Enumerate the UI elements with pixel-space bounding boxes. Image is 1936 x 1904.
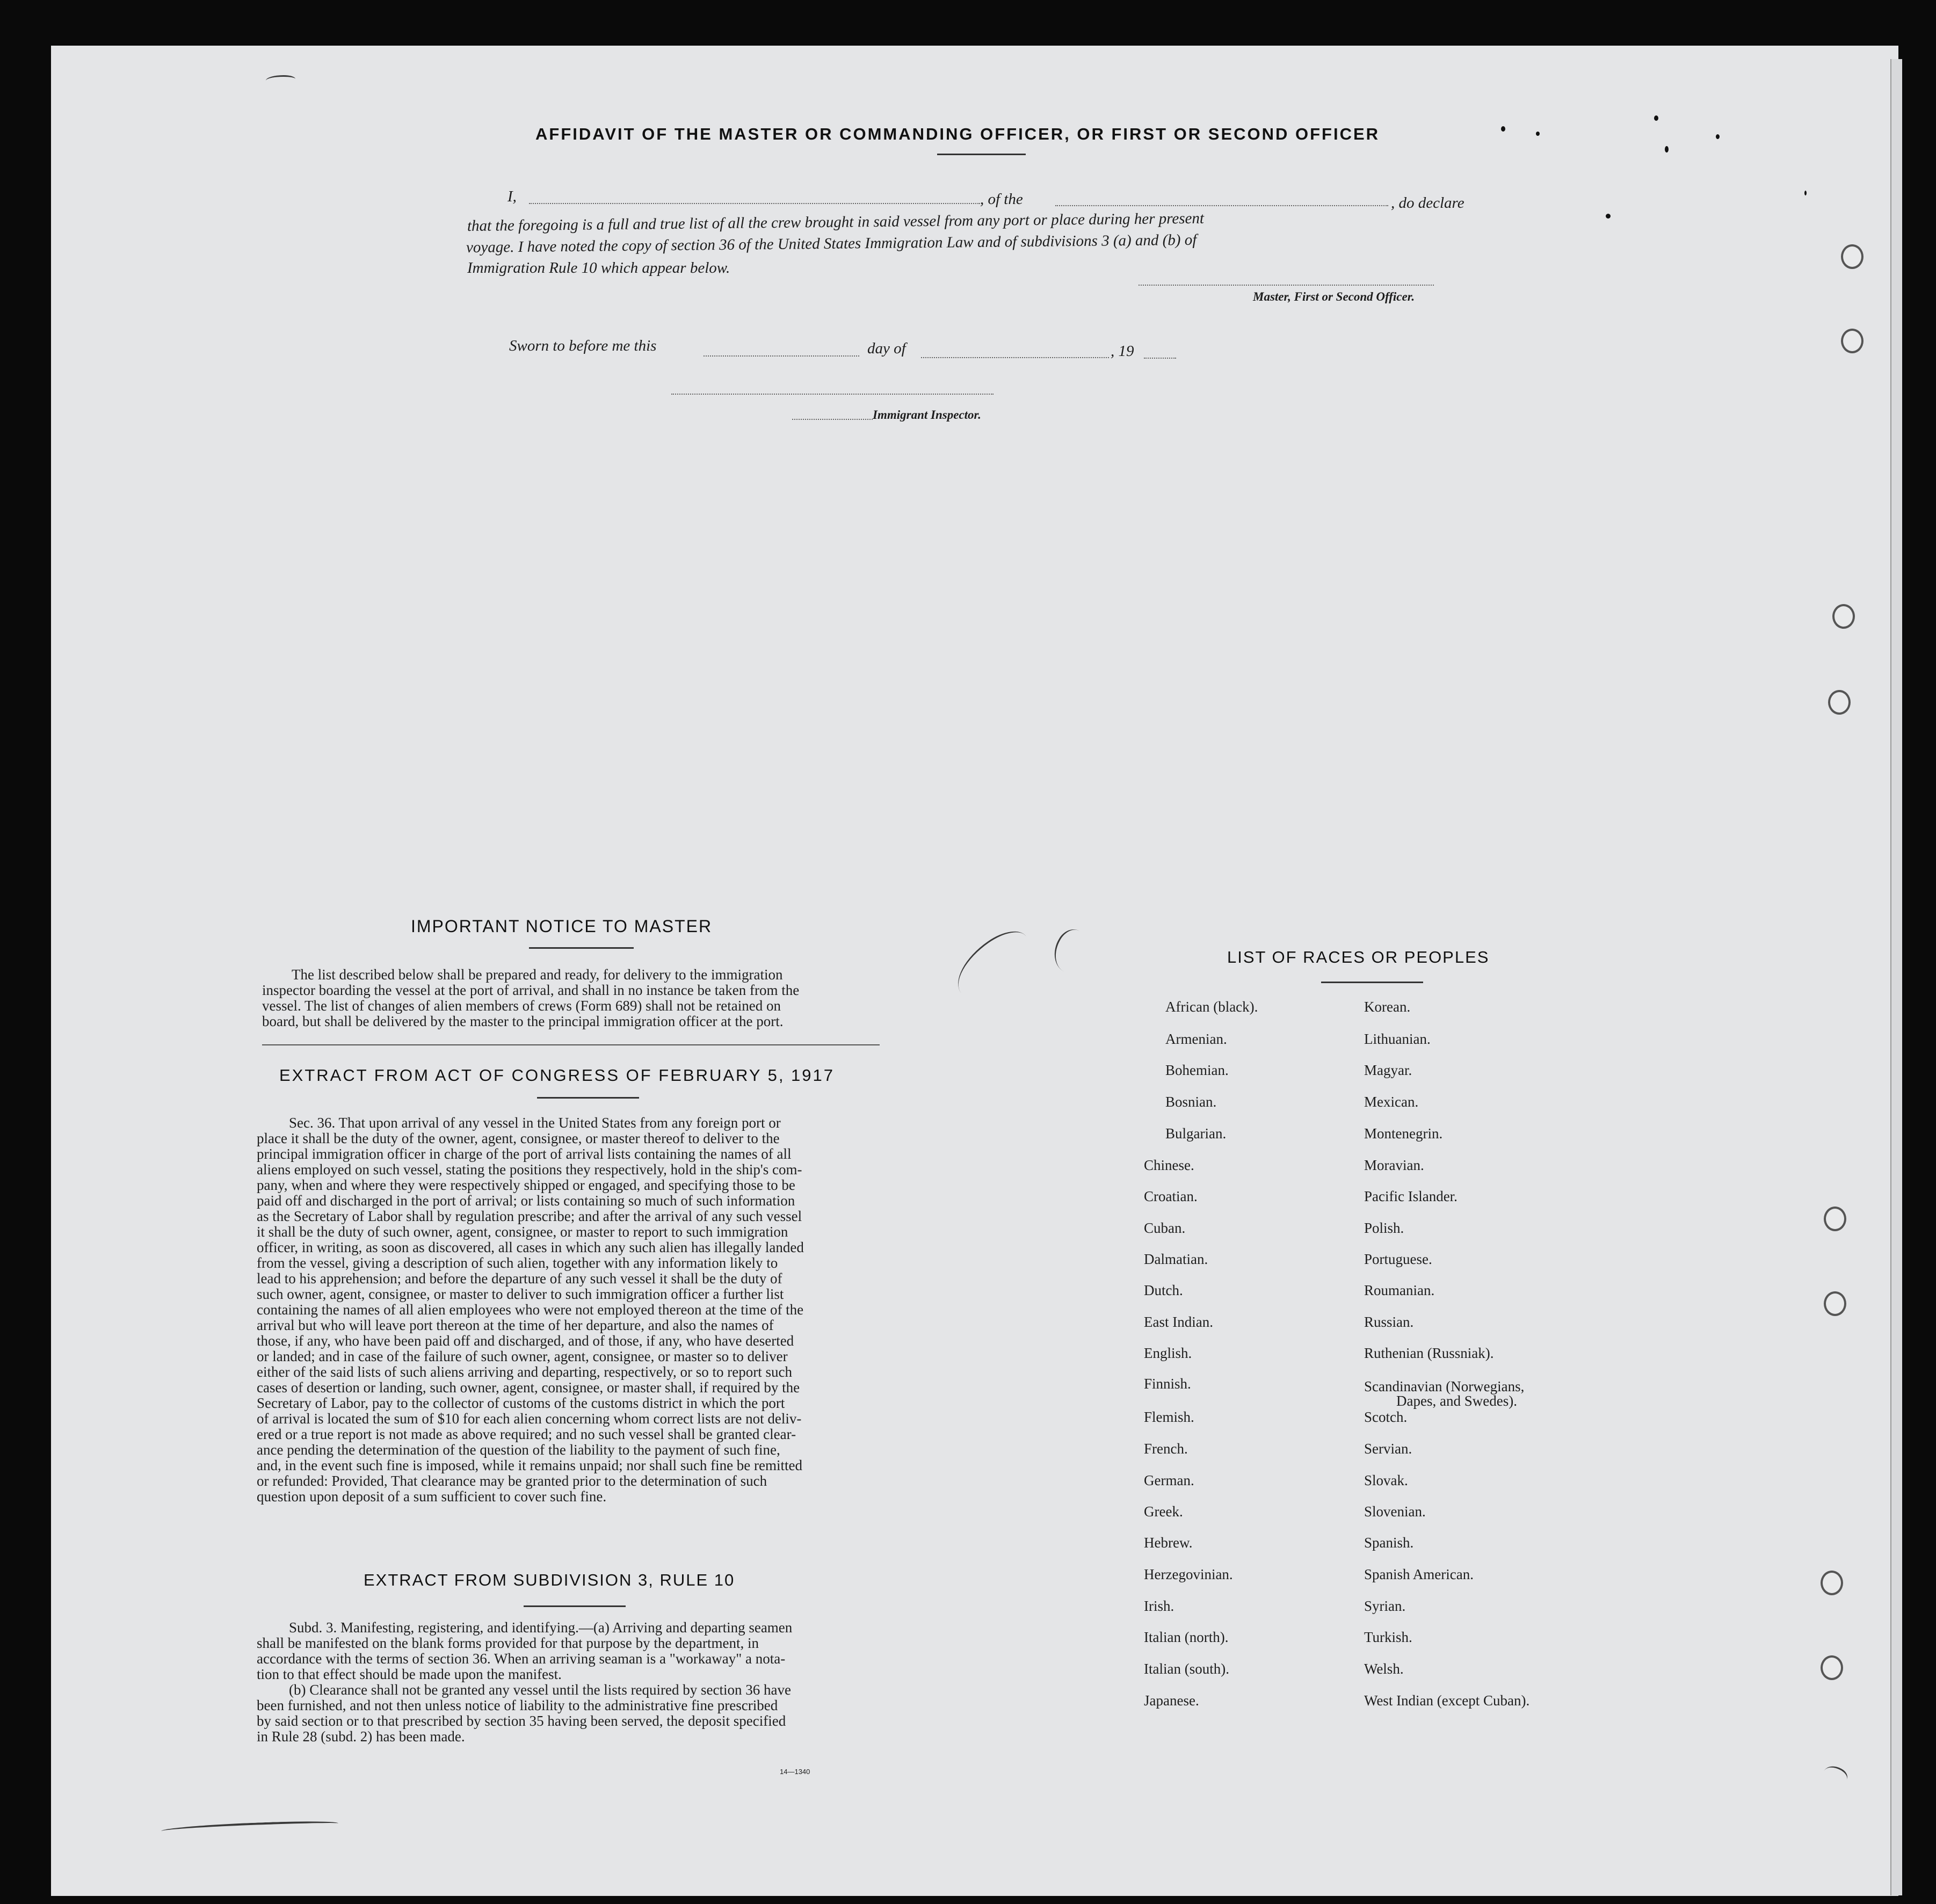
inspector-caption: Immigrant Inspector. bbox=[873, 408, 981, 422]
month-blank bbox=[921, 357, 1109, 358]
race-item: Italian (north). bbox=[1144, 1629, 1229, 1645]
act-title: EXTRACT FROM ACT OF CONGRESS OF FEBRUARY 5, 1917 bbox=[279, 1066, 835, 1085]
race-item: Roumanian. bbox=[1364, 1282, 1435, 1298]
punch-hole bbox=[1841, 244, 1864, 269]
sworn-prefix: Sworn to before me this bbox=[509, 337, 657, 354]
race-item: Turkish. bbox=[1364, 1629, 1412, 1645]
affidavit-line-4: Immigration Rule 10 which appear below. bbox=[467, 259, 730, 277]
ink-speck bbox=[1804, 191, 1807, 195]
vessel-blank bbox=[1055, 205, 1388, 206]
punch-hole bbox=[1832, 604, 1855, 629]
race-item: Magyar. bbox=[1364, 1062, 1412, 1078]
punch-hole bbox=[1828, 690, 1851, 715]
race-item: Bohemian. bbox=[1165, 1062, 1229, 1078]
affidavit-title: AFFIDAVIT OF THE MASTER OR COMMANDING OFFICER, OR FIRST OR SECOND OFFICER bbox=[535, 125, 1380, 143]
race-item: Dutch. bbox=[1144, 1282, 1183, 1298]
race-item: Herzegovinian. bbox=[1144, 1566, 1233, 1582]
race-item: Portuguese. bbox=[1364, 1251, 1432, 1267]
page-edge bbox=[1890, 59, 1902, 1895]
punch-hole bbox=[1824, 1207, 1846, 1231]
punch-hole bbox=[1821, 1655, 1843, 1680]
act-line: arrival but who will leave port thereon at the time of her departure, and also the names of bbox=[257, 1317, 774, 1333]
act-line: ance pending the determination of the question of the liability to the payment of such fine, bbox=[257, 1442, 780, 1458]
race-item: Spanish American. bbox=[1364, 1566, 1474, 1582]
races-rule bbox=[1321, 982, 1423, 983]
notice-rule bbox=[529, 947, 634, 949]
act-line: ered or a true report is not made as above required; and no such vessel shall be granted clear- bbox=[257, 1426, 796, 1442]
notice-line: vessel. The list of changes of alien members of crews (Form 689) shall not be retained on bbox=[262, 998, 781, 1014]
race-item: French. bbox=[1144, 1441, 1188, 1457]
rule-line: shall be manifested on the blank forms provided for that purpose by the department, in bbox=[257, 1635, 759, 1651]
ink-speck bbox=[1654, 115, 1658, 121]
act-line: aliens employed on such vessel, stating the positions they respectively, hold in the ship's com- bbox=[257, 1161, 802, 1178]
race-item: Bulgarian. bbox=[1165, 1125, 1227, 1142]
race-item: Armenian. bbox=[1165, 1031, 1227, 1047]
rule-line: Subd. 3. Manifesting, registering, and identifying.—(a) Arriving and departing seamen bbox=[289, 1619, 793, 1636]
ink-speck bbox=[1665, 146, 1669, 152]
rule-line: (b) Clearance shall not be granted any vessel until the lists required by section 36 have bbox=[289, 1682, 791, 1698]
race-item: Lithuanian. bbox=[1364, 1031, 1431, 1047]
race-item: Scotch. bbox=[1364, 1409, 1408, 1425]
race-item: German. bbox=[1144, 1472, 1194, 1488]
act-line: either of the said lists of such aliens arriving and departing, respectively, or so to report such bbox=[257, 1364, 792, 1380]
ink-speck bbox=[1536, 132, 1540, 136]
race-item: Slovenian. bbox=[1364, 1503, 1426, 1520]
act-line: those, if any, who have been paid off and discharged, and of those, if any, who have deserted bbox=[257, 1333, 794, 1349]
affidavit-line-2: that the foregoing is a full and true list of all the crew brought in said vessel from any port or place during her present bbox=[467, 209, 1205, 235]
rule-line: in Rule 28 (subd. 2) has been made. bbox=[257, 1728, 465, 1745]
corner-mark bbox=[266, 75, 295, 84]
race-item: Dapes, and Swedes). bbox=[1396, 1393, 1517, 1409]
act-line: officer, in writing, as soon as discovered, all cases in which any such alien has illegally landed bbox=[257, 1239, 804, 1255]
act-line: question upon deposit of a sum sufficient to cover such fine. bbox=[257, 1488, 607, 1505]
race-item: Russian. bbox=[1364, 1314, 1414, 1330]
notice-paragraph bbox=[262, 967, 880, 1029]
rule-title: EXTRACT FROM SUBDIVISION 3, RULE 10 bbox=[364, 1571, 735, 1589]
act-line: such owner, agent, consignee, or master to deliver to such immigration officer a further list bbox=[257, 1286, 784, 1302]
race-item: Scandinavian (Norwegians, bbox=[1364, 1378, 1525, 1394]
inspector-blank-short bbox=[792, 419, 873, 420]
act-paragraph bbox=[257, 1115, 880, 1505]
ink-speck bbox=[1606, 214, 1611, 219]
rule-paragraph bbox=[257, 1620, 874, 1745]
act-line: or refunded: Provided, That clearance may be granted prior to the determination of such bbox=[257, 1473, 767, 1489]
sworn-year: , 19 bbox=[1111, 343, 1134, 360]
race-item: Servian. bbox=[1364, 1441, 1412, 1457]
race-item: Bosnian. bbox=[1165, 1094, 1217, 1110]
race-item: Chinese. bbox=[1144, 1157, 1194, 1173]
act-rule bbox=[537, 1097, 639, 1099]
signature-blank bbox=[1139, 285, 1434, 286]
rule-line: been furnished, and not then unless notice of liability to the administrative fine prescribed bbox=[257, 1697, 778, 1713]
notice-line: inspector boarding the vessel at the port of arrival, and shall in no instance be taken from the bbox=[262, 982, 800, 998]
race-item: Finnish. bbox=[1144, 1376, 1191, 1392]
affidavit-of-the: , of the bbox=[980, 191, 1023, 208]
races-title: LIST OF RACES OR PEOPLES bbox=[1227, 948, 1490, 966]
act-line: containing the names of all alien employees who were not employed thereon at the time of the bbox=[257, 1302, 804, 1318]
race-item: Italian (south). bbox=[1144, 1661, 1229, 1677]
race-item: Mexican. bbox=[1364, 1094, 1419, 1110]
rule-rule bbox=[524, 1605, 626, 1607]
day-blank bbox=[704, 355, 859, 357]
act-line: pany, when and where they were respectively shipped or engaged, and specifying those to be bbox=[257, 1177, 795, 1193]
act-line: paid off and discharged in the port of arrival; or lists containing so much of such information bbox=[257, 1193, 795, 1209]
act-line: as the Secretary of Labor shall by regulation prescribe; and after the arrival of any such vessel bbox=[257, 1208, 802, 1224]
race-item: English. bbox=[1144, 1345, 1192, 1361]
race-item: Spanish. bbox=[1364, 1535, 1414, 1551]
act-line: it shall be the duty of such owner, agent, consignee, or master to report to such immigration bbox=[257, 1224, 788, 1240]
race-item: Flemish. bbox=[1144, 1409, 1194, 1425]
race-item: Ruthenian (Russniak). bbox=[1364, 1345, 1494, 1361]
punch-hole bbox=[1821, 1571, 1843, 1595]
signature-caption: Master, First or Second Officer. bbox=[1253, 290, 1415, 303]
rule-line: by said section or to that prescribed by section 35 having been served, the deposit specified bbox=[257, 1713, 786, 1729]
name-blank bbox=[529, 203, 980, 204]
notice-title: IMPORTANT NOTICE TO MASTER bbox=[411, 917, 713, 936]
race-item: Montenegrin. bbox=[1364, 1125, 1443, 1142]
act-line: cases of desertion or landing, such owner, agent, consignee, or master shall, if required by the bbox=[257, 1379, 800, 1396]
race-item: Slovak. bbox=[1364, 1472, 1408, 1488]
race-item: Moravian. bbox=[1364, 1157, 1424, 1173]
rule-line: accordance with the terms of section 36. When an arriving seaman is a "workaway" a nota- bbox=[257, 1651, 786, 1667]
affidavit-do-declare: , do declare bbox=[1391, 194, 1464, 212]
act-line: and, in the event such fine is imposed, while it remains unpaid; nor shall such fine be remitted bbox=[257, 1457, 803, 1473]
title-rule bbox=[937, 154, 1026, 155]
race-item: Korean. bbox=[1364, 999, 1411, 1015]
year-blank bbox=[1144, 358, 1176, 359]
notice-line: The list described below shall be prepared and ready, for delivery to the immigration bbox=[292, 966, 783, 983]
act-line: Sec. 36. That upon arrival of any vessel in the United States from any foreign port or bbox=[289, 1115, 781, 1131]
race-item: Cuban. bbox=[1144, 1220, 1186, 1236]
act-line: from the vessel, giving a description of such alien, together with any information likely to bbox=[257, 1255, 778, 1271]
ink-speck bbox=[1501, 126, 1505, 132]
notice-divider bbox=[262, 1044, 880, 1045]
inspector-blank bbox=[671, 394, 994, 395]
punch-hole bbox=[1824, 1291, 1846, 1316]
race-item: Dalmatian. bbox=[1144, 1251, 1208, 1267]
race-item: Welsh. bbox=[1364, 1661, 1404, 1677]
race-item: Pacific Islander. bbox=[1364, 1188, 1458, 1204]
act-line: Secretary of Labor, pay to the collector of customs of the customs district in which the port bbox=[257, 1395, 785, 1411]
race-item: West Indian (except Cuban). bbox=[1364, 1692, 1530, 1709]
race-item: East Indian. bbox=[1144, 1314, 1213, 1330]
form-number: 14—1340 bbox=[780, 1768, 810, 1776]
affidavit-line-3: voyage. I have noted the copy of section 36 of the United States Immigration Law and of subdivisions 3 (a) and (b) of bbox=[466, 231, 1197, 256]
race-item: Irish. bbox=[1144, 1598, 1174, 1614]
race-item: Japanese. bbox=[1144, 1692, 1199, 1709]
act-line: of arrival is located the sum of $10 for each alien concerning whom correct lists are not deliv- bbox=[257, 1411, 802, 1427]
race-item: Greek. bbox=[1144, 1503, 1183, 1520]
act-line: place it shall be the duty of the owner, agent, consignee, or master thereof to deliver to the bbox=[257, 1130, 780, 1146]
punch-hole bbox=[1841, 329, 1864, 353]
notice-line: board, but shall be delivered by the master to the principal immigration officer at the port. bbox=[262, 1013, 784, 1029]
race-item: Hebrew. bbox=[1144, 1535, 1193, 1551]
affidavit-i: I, bbox=[507, 188, 517, 205]
act-line: lead to his apprehension; and before the departure of any such vessel it shall be the duty of bbox=[257, 1270, 782, 1287]
rule-line: tion to that effect should be made upon the manifest. bbox=[257, 1666, 562, 1682]
sworn-day-of: day of bbox=[867, 340, 906, 357]
ink-speck bbox=[1716, 134, 1720, 139]
race-item: Croatian. bbox=[1144, 1188, 1198, 1204]
act-line: or landed; and in case of the failure of such owner, agent, consignee, or master so to deliver bbox=[257, 1348, 788, 1364]
race-item: Polish. bbox=[1364, 1220, 1404, 1236]
race-item: African (black). bbox=[1165, 999, 1258, 1015]
act-line: principal immigration officer in charge of the port of arrival lists containing the names of all bbox=[257, 1146, 792, 1162]
race-item: Syrian. bbox=[1364, 1598, 1406, 1614]
